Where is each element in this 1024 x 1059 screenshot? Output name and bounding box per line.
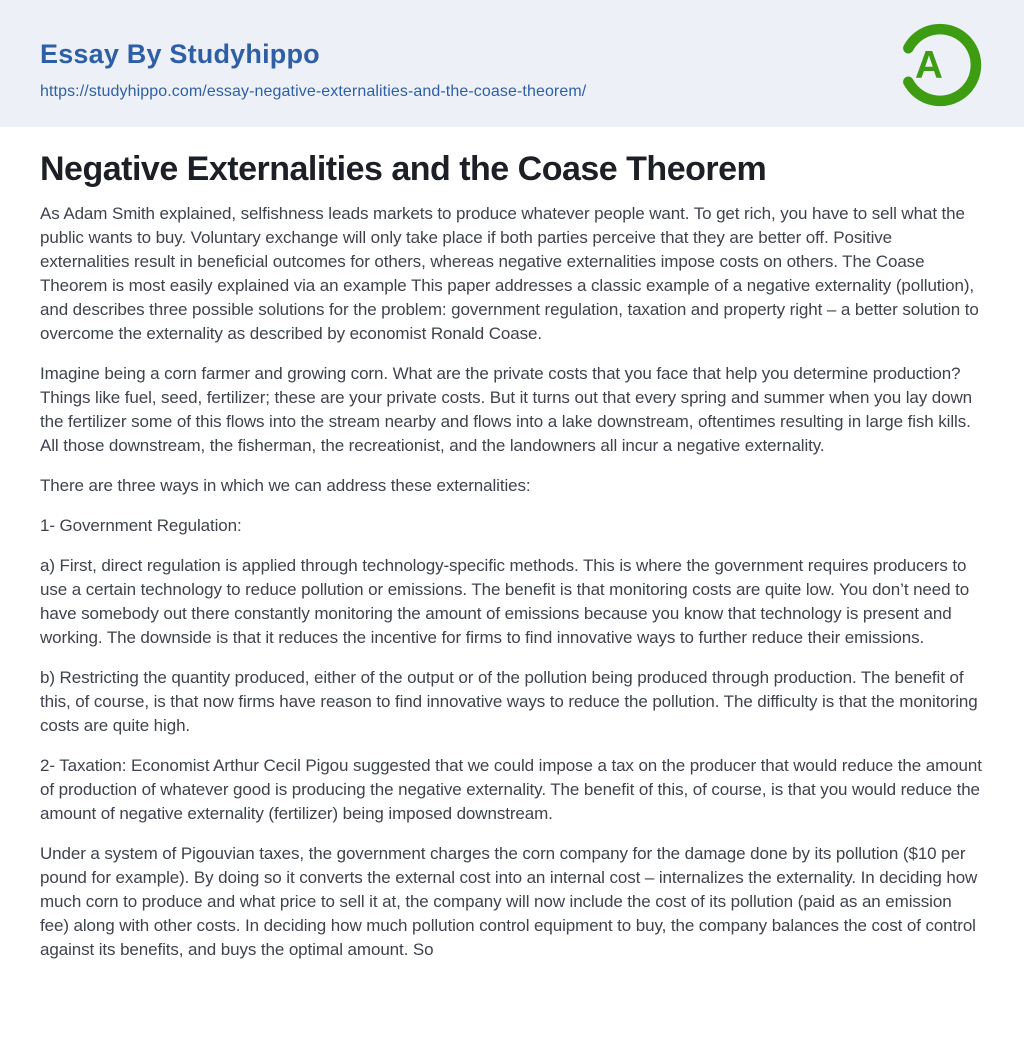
- studyhippo-logo: [894, 19, 986, 111]
- article-paragraph: Under a system of Pigouvian taxes, the government charges the corn company for the damage done by its pollution ($10 per pound for example). By doing so it converts the external cost into an internal cost – internalizes the externality. In deciding how much corn to produce and what price to sell it at, the company will now include the cost of its pollution (paid as an emission fee) along with other costs. In deciding how much pollution control equipment to buy, the company balances the cost of control against its benefits, and buys the optimal amount. So: [40, 844, 978, 960]
- page-url-link[interactable]: https://studyhippo.com/essay-negative-externalities-and-the-coase-theorem/: [40, 82, 587, 100]
- article-content: [0, 127, 1024, 962]
- page-header: [0, 0, 1024, 127]
- site-label: Essay By Studyhippo: [40, 39, 320, 69]
- article-paragraph: b) Restricting the quantity produced, either of the output or of the pollution being produced through production. The benefit of this, of course, is that now firms have reason to find innovative ways to reduce the pollution. The difficulty is that the monitoring costs are quite high.: [40, 668, 978, 736]
- article-paragraph: As Adam Smith explained, selfishness leads markets to produce whatever people want. To get rich, you have to sell what the public wants to buy. Voluntary exchange will only take place if both parties perceive that they are better off. Positive externalities result in beneficial outcomes for others, whereas negative externalities impose costs on others. The Coase Theorem is most easily explained via an example This paper addresses a classic example of a negative externality (pollution), and describes three possible solutions for the problem: government regulation, taxation and property right – a better solution to overcome the externality as described by economist Ronald Coase.: [40, 204, 979, 344]
- article-paragraph: There are three ways in which we can address these externalities:: [40, 476, 531, 496]
- article-body: [40, 202, 984, 962]
- logo-letter: A: [915, 43, 943, 87]
- article-paragraph: Imagine being a corn farmer and growing corn. What are the private costs that you face that help you determine production? Things like fuel, seed, fertilizer; these are your private costs. But it turns out that every spring and summer when you lay down the fertilizer some of this flows into the stream nearby and flows into a lake downstream, oftentimes resulting in large fish kills. All those downstream, the fisherman, the recreationist, and the landowners all incur a negative externality.: [40, 364, 972, 456]
- article-paragraph: 1- Government Regulation:: [40, 516, 242, 536]
- article-paragraph: 2- Taxation: Economist Arthur Cecil Pigou suggested that we could impose a tax on the producer that would reduce the amount of production of whatever good is producing the negative externality. The benefit of this, of course, is that you would reduce the amount of negative externality (fertilizer) being imposed downstream.: [40, 756, 982, 824]
- article-title: Negative Externalities and the Coase Theorem: [40, 150, 767, 188]
- article-paragraph: a) First, direct regulation is applied through technology-specific methods. This is where the government requires producers to use a certain technology to reduce pollution or emissions. The benefit is that monitoring costs are quite low. You don’t need to have somebody out there constantly monitoring the amount of emissions because you know that technology is present and working. The downside is that it reduces the incentive for firms to find innovative ways to further reduce their emissions.: [40, 556, 970, 648]
